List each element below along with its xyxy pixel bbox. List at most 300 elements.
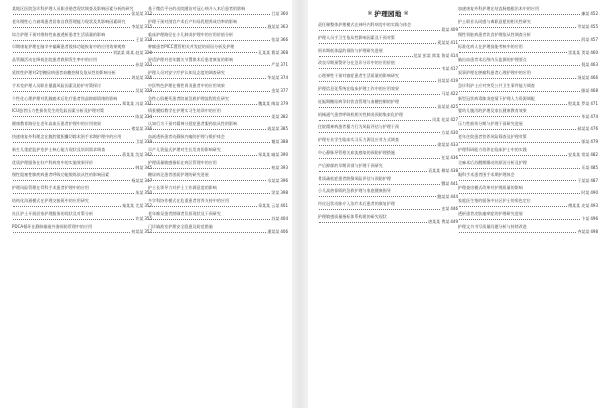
- entry-page-number: 498: [590, 228, 598, 234]
- entry-page-number: 374: [280, 75, 288, 81]
- toc-entry: [318, 86, 458, 96]
- entry-page-number: 409: [450, 27, 458, 33]
- entry-page-number: 414: [450, 52, 458, 58]
- entry-page-number: 455: [590, 24, 598, 29]
- entry-meta: [148, 139, 288, 144]
- entry-page-number: 411: [450, 40, 458, 45]
- dot-leader: [149, 27, 266, 28]
- entry-author: 邬某: [581, 139, 590, 145]
- dot-leader: [319, 68, 440, 69]
- toc-entry: [12, 172, 152, 182]
- dot-leader: [319, 132, 440, 133]
- entry-title: 护理信息化系统在临床护理工作中的应用效果: [318, 85, 399, 91]
- entry-title: 综合护理干预对维持性血液透析患者生活质量的影响: [12, 31, 106, 37]
- entry-meta: [148, 11, 288, 16]
- toc-entry: [318, 214, 458, 224]
- entry-title: 慢性肾脏病患者饮食护理依从性调查分析: [458, 31, 531, 37]
- entry-author: 魏某某 陶某: [258, 100, 280, 106]
- entry-meta: [12, 114, 152, 119]
- entry-title: 情景模拟教学在护理实习生培训中的应用: [148, 108, 221, 114]
- toc-entry: [148, 57, 288, 67]
- toc-entry: [458, 121, 598, 131]
- toc-entry: [12, 44, 152, 54]
- entry-page-number: 368: [280, 49, 288, 55]
- toc-entry: [148, 44, 288, 54]
- page-gutter: [292, 0, 308, 408]
- entry-author: 汤某某: [577, 75, 590, 81]
- entry-title: ICU患者压力性损伤发生的危险因素分析及护理对策: [12, 108, 105, 114]
- entry-page-number: 385: [280, 126, 288, 132]
- dot-leader: [13, 206, 121, 207]
- dot-leader: [459, 91, 580, 92]
- entry-page-number: 468: [590, 87, 598, 93]
- entry-meta: [12, 11, 152, 16]
- dot-leader: [13, 168, 134, 169]
- entry-meta: [458, 114, 598, 119]
- entry-page-number: 401: [280, 203, 288, 209]
- entry-author: 卞某: [581, 215, 590, 221]
- toc-entry: [318, 163, 458, 173]
- entry-title: 认知行为干预对精神分裂症患者服药依从性的影响: [148, 121, 238, 127]
- toc-entry: [458, 160, 598, 170]
- entry-page-number: 427: [450, 116, 458, 122]
- toc-entry: [458, 70, 598, 80]
- dot-leader: [319, 30, 440, 31]
- entry-title: 急诊科护士应对突发公共卫生事件能力调查: [458, 82, 535, 88]
- toc-entry: [148, 96, 288, 106]
- dot-leader: [149, 155, 257, 156]
- entry-meta: [12, 75, 152, 80]
- entry-title: 护士长领导力对护士工作满意度的影响: [148, 185, 217, 191]
- dot-leader: [319, 107, 436, 108]
- dot-leader: [459, 232, 576, 233]
- entry-title: 中心静脉导管相关血流感染的预防护理措施: [318, 149, 395, 155]
- toc-entry: [318, 60, 458, 70]
- entry-page-number: 366: [280, 36, 288, 42]
- toc-entry: [318, 73, 458, 83]
- entry-author: 乐某: [581, 164, 590, 170]
- entry-author: 窦某: [271, 190, 280, 196]
- dot-leader: [319, 81, 436, 82]
- dot-leader: [13, 27, 130, 28]
- entry-meta: [12, 37, 152, 42]
- toc-entry: [148, 198, 288, 208]
- dot-leader: [149, 78, 266, 79]
- toc-entry: [12, 211, 152, 221]
- entry-title: 机械通气患者呼吸机相关性肺炎预防集束化护理: [318, 111, 404, 117]
- toc-entry: [318, 35, 458, 45]
- entry-meta: [148, 190, 288, 195]
- entry-author: 袁某某 柳某: [428, 167, 450, 173]
- dot-leader: [13, 180, 130, 181]
- entry-title: 脑出血患者术后颅内压监测的护理要点: [458, 57, 527, 63]
- entry-page-number: 444: [450, 193, 458, 199]
- entry-meta: [148, 229, 288, 234]
- entry-author: 倪某: [581, 62, 590, 68]
- toc-entry: [318, 137, 458, 147]
- dot-leader: [13, 104, 121, 105]
- entry-meta: [148, 24, 288, 29]
- entry-meta: [148, 50, 288, 55]
- entry-meta: [458, 75, 598, 80]
- entry-title: 多学科协作模式在危重患者营养支持中的应用: [148, 197, 229, 203]
- entry-meta: [458, 203, 598, 208]
- toc-entry: [458, 108, 598, 118]
- entry-meta: [318, 181, 458, 186]
- dot-leader: [319, 145, 436, 146]
- entry-meta: [148, 37, 288, 42]
- entry-title: 改良早期预警评分在急诊分诊中的应用价值: [318, 60, 395, 66]
- entry-author: 秦某某 尤某: [122, 203, 144, 209]
- toc-entry: [12, 96, 152, 106]
- entry-meta: [458, 50, 598, 55]
- toc-entry: [148, 147, 288, 157]
- entry-page-number: 329: [144, 87, 152, 93]
- entry-author: 谢某: [271, 139, 280, 145]
- dot-leader: [13, 52, 112, 53]
- entry-title: 快速康复外科理念在腹腔镜胆囊切除术围手术期护理中的应用: [12, 133, 122, 139]
- entry-page-number: 336: [144, 126, 152, 132]
- entry-title: 加速康复外科护理在结直肠癌根治术中的应用: [458, 6, 539, 11]
- entry-page-number: 312: [144, 11, 152, 17]
- entry-page-number: 493: [590, 203, 598, 209]
- toc-entry: [148, 83, 288, 93]
- toc-entry: [148, 121, 288, 131]
- entry-title: PDCA循环在静脉输液外渗预防管理中的应用: [12, 223, 93, 229]
- entry-meta: [148, 101, 288, 106]
- entry-meta: [148, 126, 288, 131]
- entry-title: 产后抑郁的早期识别与护理干预研究: [318, 162, 383, 168]
- dot-leader: [149, 91, 270, 92]
- entry-page-number: 406: [280, 228, 288, 234]
- toc-entry: [318, 188, 458, 198]
- section-star-right: ※: [403, 9, 409, 17]
- entry-author: 周某某: [131, 75, 144, 81]
- entry-author: 姜某: [271, 113, 280, 119]
- entry-title: 责任制整体护理模式在神经内科病房中的实践与体会: [318, 22, 412, 27]
- toc-entry: [12, 160, 152, 170]
- entry-title: 住院精神病患者暴力行为风险评估与护理干预: [318, 124, 399, 130]
- toc-entry: [318, 48, 458, 58]
- entry-page-number: 345: [144, 164, 152, 170]
- entry-title: 护理质量敏感指标在病区管理中的应用: [148, 159, 217, 165]
- entry-title: 叙事护理在肿瘤科患者心理护理中的应用: [458, 69, 531, 75]
- entry-page-number: 404: [280, 215, 288, 221]
- entry-page-number: 388: [280, 139, 288, 145]
- entry-title: 中医特色护理在慢性胃炎患者中的应用效果: [148, 82, 225, 88]
- toc-entry: [148, 172, 288, 182]
- entry-author: 杨某某: [131, 177, 144, 183]
- entry-title: 早产儿袋鼠式护理对生长发育的影响研究: [148, 146, 221, 152]
- entry-page-number: 357: [144, 228, 152, 234]
- toc-entry: [458, 32, 598, 42]
- dot-leader: [459, 27, 576, 28]
- section-heading: [318, 7, 458, 19]
- entry-meta: [148, 75, 288, 80]
- entry-page-number: 417: [450, 65, 458, 71]
- entry-meta: [458, 101, 598, 106]
- entry-page-number: 339: [144, 139, 152, 145]
- dot-leader: [319, 209, 440, 210]
- toc-entry: [318, 124, 458, 134]
- dot-leader: [459, 65, 580, 66]
- entry-meta: [12, 165, 152, 170]
- left-page: [0, 0, 292, 408]
- entry-page-number: 342: [144, 151, 152, 157]
- entry-page-number: 496: [590, 215, 598, 221]
- entry-title: 延续性护理对2型糖尿病患者血糖控制及依从性的影响分析: [12, 69, 116, 75]
- toc-entry: [458, 134, 598, 144]
- dot-leader: [149, 206, 257, 207]
- entry-title: 经皮冠状动脉介入治疗术后患者的康复护理: [318, 201, 395, 207]
- entry-author: 邹某某 喻某: [258, 151, 280, 157]
- dot-leader: [149, 52, 257, 53]
- dot-leader: [319, 43, 436, 44]
- entry-title: 优质护理服务在妇产科病房中的实施效果评价: [12, 159, 93, 165]
- entry-page-number: 471: [590, 100, 598, 106]
- entry-author: 马某: [441, 91, 450, 97]
- entry-title: 血液透析患者动静脉内瘘的护理与维护体会: [148, 133, 225, 139]
- entry-page-number: 430: [450, 129, 458, 135]
- toc-entry: [148, 160, 288, 170]
- entry-page-number: 360: [280, 11, 288, 17]
- entry-page-number: 323: [144, 62, 152, 68]
- entry-meta: [12, 88, 152, 93]
- entry-title: 标准化病人在护理技能考核中的应用: [458, 44, 523, 50]
- entry-page-number: 490: [590, 190, 598, 196]
- toc-entry: [458, 172, 598, 182]
- toc-entry: [458, 224, 598, 234]
- entry-page-number: 452: [590, 11, 598, 17]
- entry-author: 奚某某: [437, 40, 450, 45]
- entry-meta: [318, 117, 458, 122]
- entry-page-number: 320: [144, 49, 152, 55]
- entry-title: 围术期低体温的预防与护理研究进展: [318, 47, 383, 53]
- entry-author: 何某某: [131, 228, 144, 234]
- entry-title: 妊娠期糖尿病孕妇饮食管理与血糖控制的护理: [318, 98, 399, 104]
- toc-entry: [458, 147, 598, 157]
- toc-entry: [148, 108, 288, 118]
- entry-author: 郝某某: [577, 126, 590, 132]
- entry-author: 金某: [271, 87, 280, 93]
- toc-entry: [318, 150, 458, 160]
- toc-entry: [318, 176, 458, 186]
- entry-meta: [458, 24, 598, 29]
- entry-page-number: 355: [144, 215, 152, 221]
- dot-leader: [319, 120, 431, 121]
- entry-author: 孔某某 曹某: [258, 49, 280, 55]
- right-page: [308, 0, 600, 408]
- entry-author: 王某: [135, 36, 144, 42]
- dot-leader: [459, 129, 576, 130]
- dot-leader: [319, 56, 413, 57]
- entry-meta: [458, 62, 598, 67]
- dot-leader: [13, 232, 130, 233]
- entry-title: 舒适护理对老年髋关节置换术后患者康复的影响: [148, 57, 234, 63]
- dot-leader: [13, 65, 134, 66]
- dot-leader: [149, 193, 270, 194]
- entry-title: 婴幼儿腹泻的护理及家长健康教育效果: [458, 108, 527, 114]
- entry-page-number: 425: [450, 103, 458, 109]
- dot-leader: [149, 180, 266, 181]
- entry-title: 健康教育路径在老年高血压患者护理中的应用效果: [12, 121, 102, 127]
- entry-meta: [318, 66, 458, 71]
- entry-author: 殷某某 罗某: [568, 100, 590, 106]
- entry-page-number: 436: [450, 155, 458, 161]
- entry-author: 章某某 云某: [258, 203, 280, 209]
- entry-title: 手术室护理人员职业暴露风险因素及防护对策探讨: [12, 82, 102, 88]
- entry-page-number: 441: [450, 180, 458, 186]
- dot-leader: [13, 219, 134, 220]
- entry-meta: [12, 203, 152, 208]
- entry-meta: [318, 78, 458, 83]
- dot-leader: [149, 40, 270, 41]
- entry-title: 护理风险管理在骨科手术患者护理中的应用: [12, 185, 89, 191]
- entry-author: 水某某: [267, 177, 280, 183]
- entry-meta: [458, 152, 598, 157]
- entry-author: 于某某: [577, 177, 590, 183]
- entry-author: 刘某某 陈某 赵某: [112, 49, 144, 55]
- entry-author: 苗某某: [437, 103, 450, 109]
- left-column-1: [12, 6, 152, 404]
- entry-page-number: 460: [590, 49, 598, 55]
- entry-meta: [318, 104, 458, 109]
- entry-meta: [318, 53, 458, 58]
- entry-author: 岑某某: [577, 24, 590, 29]
- entry-page-number: 422: [450, 91, 458, 97]
- dot-leader: [149, 65, 270, 66]
- entry-page-number: 326: [144, 75, 152, 81]
- toc-entry: [12, 70, 152, 80]
- entry-title: 护理人员对安宁疗护认知及态度的调查研究: [148, 69, 225, 75]
- entry-author: 孙某: [135, 62, 144, 68]
- entry-meta: [458, 216, 598, 221]
- entry-meta: [12, 178, 152, 183]
- toc-entry: [12, 108, 152, 118]
- right-column-1-list: [318, 22, 458, 224]
- dot-leader: [319, 222, 427, 223]
- entry-title: 骨质疏松症患者跌倒风险评估与预防护理: [318, 175, 391, 181]
- dot-leader: [459, 219, 580, 220]
- toc-entry: [148, 19, 288, 29]
- toc-entry: [12, 19, 152, 29]
- entry-author: 许某: [135, 215, 144, 221]
- entry-author: 吕某: [271, 11, 280, 17]
- entry-author: 唐某某 费某: [428, 219, 450, 225]
- entry-author: 雷某某 贺某: [568, 49, 590, 55]
- toc-entry: [148, 185, 288, 195]
- dot-leader: [459, 142, 580, 143]
- entry-title: 急性心肌梗死患者院前急救护理流程优化研究: [148, 95, 229, 101]
- toc-entry: [458, 198, 598, 208]
- dot-leader: [459, 52, 567, 53]
- entry-author: 严某: [271, 62, 280, 68]
- entry-title: 小儿高热惊厥的急救护理与家庭健康指导: [318, 188, 391, 194]
- entry-meta: [458, 126, 598, 131]
- toc-entry: [12, 83, 152, 93]
- toc-entry: [148, 32, 288, 42]
- toc-entry: [458, 44, 598, 54]
- entry-title: 家庭医生签约服务中社区护士的角色定位: [458, 197, 531, 203]
- entry-author: 施某某: [267, 24, 280, 29]
- entry-meta: [458, 11, 598, 16]
- entry-meta: [318, 27, 458, 32]
- dot-leader: [459, 116, 580, 117]
- dot-leader: [459, 40, 580, 41]
- toc-entry: [148, 224, 288, 234]
- entry-meta: [148, 152, 288, 157]
- entry-meta: [148, 114, 288, 119]
- toc-entry: [318, 22, 458, 32]
- entry-author: 韦某: [441, 65, 450, 71]
- toc-entry: [458, 6, 598, 16]
- entry-page-number: 479: [590, 139, 598, 145]
- entry-meta: [458, 37, 598, 42]
- dot-leader: [149, 168, 270, 169]
- entry-author: 廉某: [581, 11, 590, 17]
- entry-title: 肿瘤患者PICC置管相关并发症的原因分析及护理: [148, 44, 235, 50]
- dot-leader: [13, 40, 134, 41]
- toc-entry: [148, 134, 288, 144]
- entry-title: 护士职业认同感与离职意愿的相关性研究: [458, 18, 531, 24]
- entry-meta: [318, 206, 458, 211]
- entry-page-number: 371: [280, 62, 288, 68]
- entry-author: 卫某: [135, 139, 144, 145]
- entry-page-number: 482: [590, 151, 598, 157]
- entry-page-number: 363: [280, 24, 288, 29]
- entry-meta: [12, 24, 152, 29]
- entry-title: 门诊输液室护理安全隐患及防范措施: [148, 223, 213, 229]
- entry-author: 张某某: [131, 11, 144, 17]
- entry-author: 任某: [441, 155, 450, 161]
- entry-title: 护理文书书写质量问题分析与持续改进: [458, 223, 527, 229]
- entry-title: 护理干预对剖宫产术后产妇母乳喂养成功率的影响: [148, 18, 238, 24]
- entry-meta: [318, 168, 458, 173]
- entry-author: 褚某某: [131, 126, 144, 132]
- dot-leader: [13, 14, 130, 15]
- entry-page-number: 446: [450, 206, 458, 212]
- dot-leader: [13, 142, 134, 143]
- entry-title: 护理专业学生临床实习压力源及应对方式调查: [318, 137, 399, 143]
- entry-page-number: 347: [144, 177, 152, 183]
- toc-entry: [12, 57, 152, 67]
- toc-entry: [148, 6, 288, 16]
- entry-author: 戚某某: [267, 126, 280, 132]
- toc-entry: [458, 96, 598, 106]
- toc-entry: [148, 211, 288, 221]
- entry-meta: [318, 219, 458, 224]
- entry-title: 糖尿病足患者创面护理的研究进展: [148, 172, 209, 178]
- entry-author: 傅某某 皮某: [568, 203, 590, 209]
- entry-page-number: 396: [280, 177, 288, 183]
- entry-title: 结构化沟通模式在护理交接班中的应用研究: [12, 197, 89, 203]
- entry-page-number: 352: [144, 203, 152, 209]
- entry-title: 某地区医院急诊科护理人员职业倦怠现状调查及影响因素分析的研究: [12, 6, 134, 11]
- entry-title: 新型冠状病毒肺炎疫情下护理人力资源调配: [458, 95, 535, 101]
- entry-author: 吴某: [135, 87, 144, 93]
- entry-meta: [318, 155, 458, 160]
- entry-page-number: 393: [280, 164, 288, 170]
- dot-leader: [319, 184, 440, 185]
- toc-entry: [12, 224, 152, 234]
- entry-page-number: 419: [450, 78, 458, 84]
- entry-title: 基于微信平台的出院随访对冠心病介入术后患者的影响: [148, 6, 246, 11]
- entry-author: 范某 彭某 郎某 鲁某: [413, 52, 450, 58]
- dot-leader: [149, 104, 257, 105]
- entry-author: 李某某: [131, 24, 144, 29]
- toc-entry: [458, 57, 598, 67]
- dot-leader: [149, 219, 270, 220]
